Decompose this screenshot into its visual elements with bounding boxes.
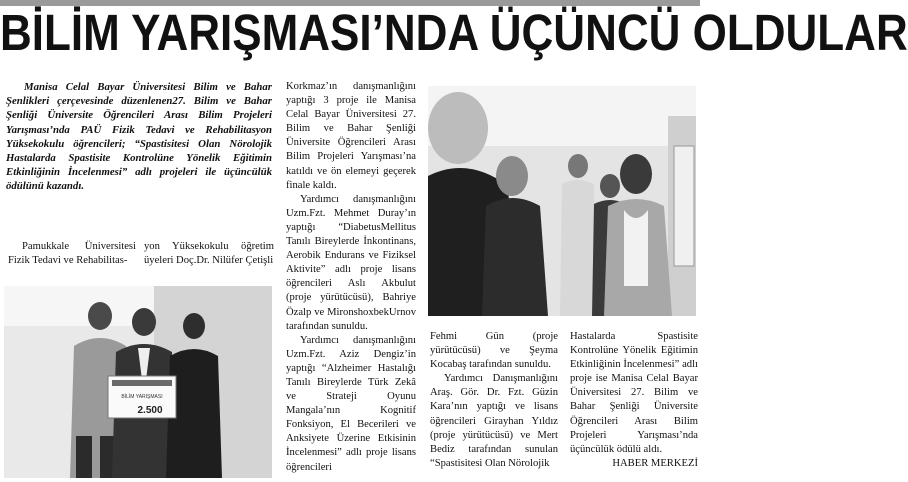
plaque-title: BİLİM YARIŞMASI <box>121 394 163 400</box>
body-column-5 <box>570 330 698 471</box>
paragraph: Korkmaz’ın danışmanlığını yaptığı 3 proje ile Manisa Celal Bayar Üniversitesi 27. Bilim ve Bahar Şenliği Üniversite Öğrencileri Arası Bilim Projeleri Yarışması’na katıldı ve ön elemeyi geçerek finale kaldı. <box>286 81 416 191</box>
visit-photo <box>428 86 696 316</box>
signature: HABER MERKEZİ <box>612 457 698 469</box>
lead-paragraph: Manisa Celal Bayar Üniversitesi Bilim ve Bahar Şenlikleri çerçevesinde düzenlenen27. Bilim ve Bahar Şenliği Üniversite Öğrencileri Arası Bilim Projeleri Yarışması’nda PAÜ Fizik Tedavi ve Rehabilitasyon Yüksekokulu öğrencileri; “Spastisitesi Olan Nörolojik Hastalarda Spastisite Kontrolüne Yönelik Eğitimin Etkinliğinin İncelenmesi” adlı projeleri ile üçüncülük ödülünü kazandı. <box>6 81 272 193</box>
paragraph: Yardımcı Danışmanlığını Araş. Gör. Dr. Fzt. Güzin Kara’nın yaptığı ve lisans öğrencileri Girayhan Yıldız (proje yürütücüsü) ve Mert Bediz tarafından sunulan “Spastisitesi Olan Nörolojik <box>430 373 558 469</box>
paragraph: Fehmi Gün (proje yürütücüsü) ve Şeyma Kocabaş tarafından sunuldu. <box>430 331 558 371</box>
plaque-amount: 2.500 <box>137 405 163 416</box>
headline: BİLİM YARIŞMASI’NDA ÜÇÜNCÜ OLDULAR <box>0 5 908 62</box>
body-column-3 <box>286 80 416 475</box>
paragraph: Pamukkale Üniversitesi Fizik Tedavi ve Rehabilitas- <box>8 241 136 267</box>
body-column-1b <box>144 240 274 268</box>
paragraph: Hastalarda Spastisite Kontrolüne Yönelik Eğitimin Etkinliğinin İncelenmesi” adlı proje ise Manisa Celal Bayar Üniversitesi 27. Bilim ve Bahar Şenliği Üniversite Öğrencileri Arası Bilim Projeleri Yarışması’nda üçüncülük ödülü aldı. <box>570 331 698 455</box>
paragraph: Yardımcı danışmanlığını Uzm.Fzt. Mehmet Duray’ın yaptığı “DiabetusMellitus Tanılı Bireylerde İnkontinans, Aerobik Endurans ve Fiziksel Aktivite” adlı proje lisans öğrencileri Aslı Akbulut (proje yürütücüsü), Bahriye Özalp ve MironshoxbekUrnov tarafından sunuldu. <box>286 193 416 332</box>
award-photo <box>4 286 272 478</box>
paragraph: Yardımcı danışmanlığını Uzm.Fzt. Aziz Dengiz’in yaptığı “Alzheimer Hastalığı Tanılı Bireylerde Türk Zekâ ve Strateji Oyunu Mangala’nın Kognitif Fonksiyon, El Becerileri ve Anksiyete Üzerine Etkisinin İncelenmesi” adlı proje lisans öğrencileri <box>286 334 416 473</box>
body-column-4 <box>430 330 558 471</box>
body-column-1a <box>8 240 136 268</box>
paragraph: yon Yüksekokulu öğretim üyeleri Doç.Dr. Nilüfer Çetişli <box>144 241 274 267</box>
